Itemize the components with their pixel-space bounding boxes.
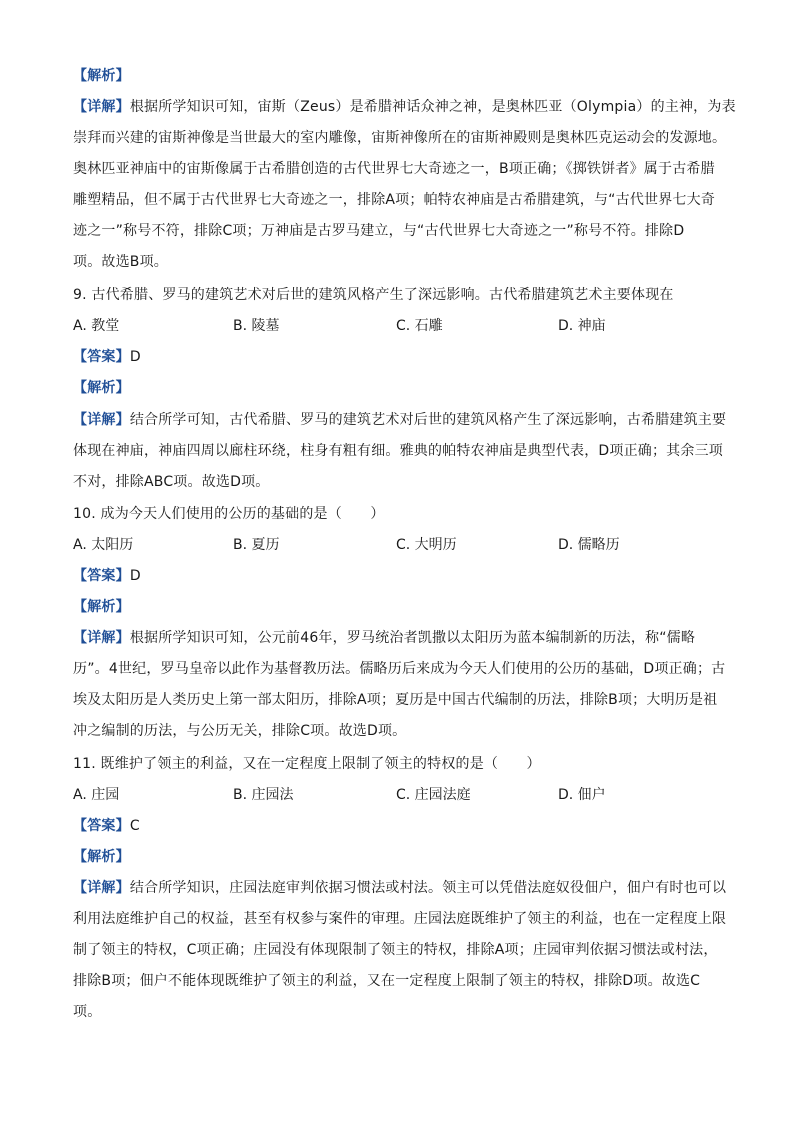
detail-line: 奥林匹亚神庙中的宙斯像属于古希腊创造的古代世界七大奇迹之一，B项正确；《掷铁饼者》属于古希腊	[73, 161, 715, 177]
detail-line: 利用法庭维护自己的权益，甚至有权参与案件的审理。庄园法庭既维护了领主的利益，也在一定程度上限	[73, 911, 727, 927]
question-10-stem: 10. 成为今天人们使用的公历的基础的是（ ）	[73, 506, 385, 522]
option-c: C. 大明历	[396, 537, 457, 553]
option-d: D. 佃户	[558, 787, 606, 803]
question-9-stem: 9. 古代希腊、罗马的建筑艺术对后世的建筑风格产生了深远影响。古代希腊建筑艺术主要体现在	[73, 287, 674, 303]
detail-line: 不对，排除ABC项。故选D项。	[73, 474, 270, 490]
detail-line: 项。故选B项。	[73, 254, 169, 270]
detail-line: 【详解】根据所学知识可知，公元前46年，罗马统治者凯撒以太阳历为蓝本编制新的历法，称“儒略	[73, 630, 696, 646]
option-a: A. 教堂	[73, 318, 120, 334]
detail-line: 【详解】结合所学知识，庄园法庭审判依据习惯法或村法。领主可以凭借法庭奴役佃户，佃户有时也可以	[73, 880, 727, 896]
analysis-heading: 【解析】	[73, 68, 130, 84]
option-b: B. 夏历	[233, 537, 280, 553]
detail-line: 崇拜而兴建的宙斯神像是当世最大的室内雕像，宙斯神像所在的宙斯神殿则是奥林匹克运动会的发源地。	[73, 130, 727, 146]
detail-line: 冲之编制的历法，与公历无关，排除C项。故选D项。	[73, 723, 407, 739]
detail-line: 历”。4世纪，罗马皇帝以此作为基督教历法。儒略历后来成为今天人们使用的公历的基础，D项正确；古	[73, 661, 726, 677]
option-d: D. 儒略历	[558, 537, 620, 553]
analysis-heading: 【解析】	[73, 380, 130, 396]
answer-line: 【答案】D	[73, 568, 141, 584]
option-a: A. 庄园	[73, 787, 120, 803]
option-b: B. 庄园法	[233, 787, 294, 803]
option-c: C. 石雕	[396, 318, 443, 334]
answer-line: 【答案】D	[73, 349, 141, 365]
detail-line: 【详解】根据所学知识可知，宙斯（Zeus）是希腊神话众神之神，是奥林匹亚（Olympia）的主神，为表	[73, 99, 736, 115]
option-d: D. 神庙	[558, 318, 606, 334]
detail-line: 埃及太阳历是人类历史上第一部太阳历，排除A项；夏历是中国古代编制的历法，排除B项；大明历是祖	[73, 692, 718, 708]
detail-line: 制了领主的特权，C项正确；庄园没有体现限制了领主的特权，排除A项；庄园审判依据习惯法或村法，	[73, 942, 718, 958]
option-b: B. 陵墓	[233, 318, 280, 334]
detail-line: 体现在神庙，神庙四周以廊柱环绕，柱身有粗有细。雅典的帕特农神庙是典型代表，D项正确；其余三项	[73, 443, 723, 459]
option-a: A. 太阳历	[73, 537, 134, 553]
detail-line: 项。	[73, 1004, 102, 1020]
detail-line: 迹之一”称号不符，排除C项；万神庙是古罗马建立，与“古代世界七大奇迹之一”称号不符。排除D	[73, 223, 685, 239]
option-c: C. 庄园法庭	[396, 787, 471, 803]
detail-line: 雕塑精品，但不属于古代世界七大奇迹之一，排除A项；帕特农神庙是古希腊建筑，与“古代世界七大奇	[73, 192, 716, 208]
analysis-heading: 【解析】	[73, 849, 130, 865]
detail-line: 排除B项；佃户不能体现既维护了领主的利益，又在一定程度上限制了领主的特权，排除D项。故选C	[73, 973, 701, 989]
question-11-stem: 11. 既维护了领主的利益，又在一定程度上限制了领主的特权的是（ ）	[73, 756, 541, 772]
analysis-heading: 【解析】	[73, 599, 130, 615]
detail-line: 【详解】结合所学可知，古代希腊、罗马的建筑艺术对后世的建筑风格产生了深远影响，古希腊建筑主要	[73, 412, 727, 428]
answer-line: 【答案】C	[73, 818, 140, 834]
